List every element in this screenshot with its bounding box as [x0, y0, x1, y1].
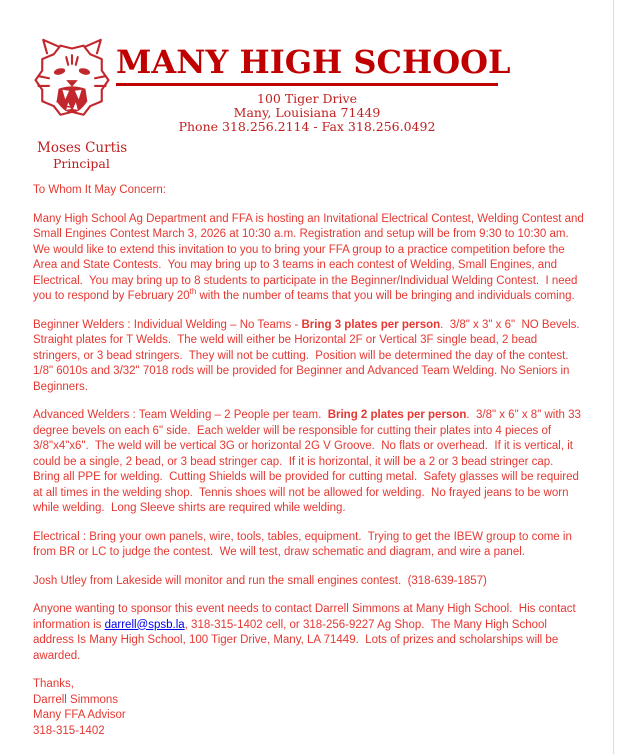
address-line-3: Phone 318.256.2114 - Fax 318.256.0492 [178, 119, 436, 134]
tiger-logo-graphic [24, 33, 120, 135]
paragraph-small-engines [33, 574, 585, 590]
text-run: Beginner Welders : Individual Welding – No Teams - [33, 318, 302, 331]
text-run: Electrical : Bring your own panels, wire, tools, tables, equipment. Trying to get the IBEW group to come in from BR or LC to judge the contest. We will test, draw schematic and diagram, and wire a panel. [33, 530, 576, 558]
paragraph-electrical [33, 530, 585, 561]
text-run: Bring 2 plates per person [327, 409, 467, 421]
text-run: . 3/8" x 3" x 6" NO Bevels. Straight plates for T Welds. The weld will either be Horizontal 2F or Vertical 3F single bead, 2 bead stringers, or 3 bead stringers. They will not be cutting. Position will be determined the day of the contest. 1/8" 6010s and 3/32" 7018 rods will be provided for Beginner and Advanced Team Welding. No Seniors in Beginners. [33, 318, 586, 393]
text-run: Bring 3 plates per person [301, 318, 441, 331]
letter-body [33, 183, 588, 739]
signature-phone: 318-315-1402 [33, 724, 105, 737]
text-run: , 318-315-1402 cell, or 318-256-9227 Ag Shop. The Many High School address Is Many High School, 100 Tiger Drive, Many, LA 71449. Lots of prizes and scholarships will be awarded. [33, 618, 562, 662]
school-name: MANY HIGH SCHOOL [116, 44, 498, 86]
text-run: Anyone wanting to sponsor this event needs to contact Darrell Simmons at Many High School. His contact information is [33, 603, 579, 631]
address-line-2: Many, Louisiana 71449 [233, 105, 381, 120]
text-run: Many High School Ag Department and FFA is hosting an Invitational Electrical Contest, Welding Contest and Small Engines Contest March 3, 2026 at 10:30 a.m. Registration and setup will be from 9:30 to 10:30 am. We would like to extend this invitation to you to bring your FFA group to a practice competition before the Area and State Contests. You may bring up to 3 teams in each contest of Welding, Small Engines, and Electrical. You may bring up to 8 students to participate in the Beginner/Individual Welding Contest. I need you to respond by February 20 [33, 212, 588, 302]
closing-thanks: Thanks, [33, 678, 74, 690]
text-run: Advanced Welders : Team Welding – 2 People per team. [33, 409, 328, 421]
paragraph-advanced-welders [33, 408, 585, 517]
principal-name: Moses Curtis [37, 140, 128, 156]
paragraph-invitation [33, 212, 588, 305]
school-address [116, 92, 498, 134]
paragraph-beginner-welders [33, 318, 585, 396]
signature-block [33, 677, 585, 739]
text-run: with the number of teams that you will be bringing and individuals coming. [196, 290, 575, 302]
text-run: th [189, 287, 197, 297]
principal-block [37, 140, 127, 171]
text-run: Josh Utley from Lakeside will monitor and run the small engines contest. (318-639-1857) [33, 574, 487, 587]
page-edge-divider [613, 0, 614, 754]
text-run: . 3/8" x 6" x 8" with 33 degree bevels on each 6" side. Each welder will be responsible for cutting their plates into 4 pieces of 3/8"x4"x6". The weld will be vertical 3G or horizontal 2G V Groove. No flats or overhead. If it is vertical, it could be a single, 2 bead, or 3 bead stringer cap. If it is horizontal, it will be a 2 or 3 bead stringer cap. Bring all PPE for welding. Cutting Shields will be provided for cutting metal. Safety glasses will be required at all times in the welding shop. Tennis shoes will not be allowed for welding. No frayed jeans to be worn while welding. Long Sleeve shirts are required while welding. [33, 409, 585, 514]
signature-name: Darrell Simmons [33, 693, 118, 706]
paragraph-sponsor [33, 602, 585, 664]
email-link[interactable]: darrell@spsb.la [104, 618, 185, 631]
greeting: To Whom It May Concern: [33, 184, 166, 196]
tiger-logo [24, 33, 120, 135]
address-line-1: 100 Tiger Drive [257, 91, 357, 106]
letterhead [116, 43, 511, 134]
principal-title: Principal [53, 156, 110, 171]
signature-role: Many FFA Advisor [33, 709, 126, 721]
